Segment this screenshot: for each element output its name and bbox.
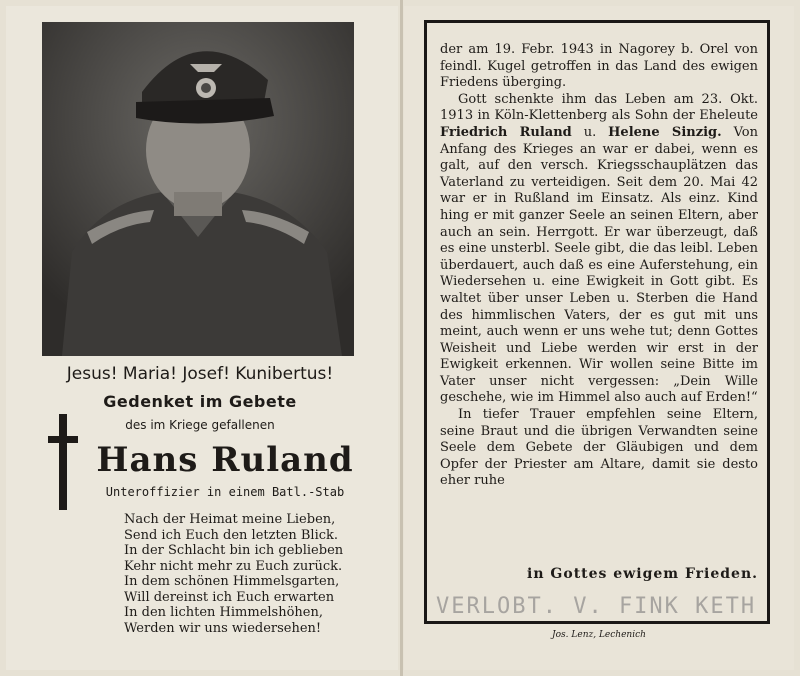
card-fold	[400, 0, 403, 676]
poem-line: Send ich Euch den letzten Blick.	[124, 527, 339, 543]
closing-phrase: in Gottes ewigem Frieden.	[527, 566, 758, 582]
poem-line: Kehr nicht mehr zu Euch zurück.	[124, 558, 343, 574]
deceased-name: Hans Ruland	[96, 440, 354, 480]
birth-text: Gott schenkte ihm das Leben am 23. Okt. 1913 in Köln-Klettenberg als Sohn der Eheleute	[440, 91, 758, 124]
subheading: des im Kriege gefallenen	[125, 418, 275, 432]
obituary-paragraph: In tiefer Trauer empfehlen seine Eltern, seine Braut und die übrigen Verwandten seine Seele dem Gebete der Gläubigen und dem Opfer der Priester am Altare, damit sie desto eher ruhe	[440, 407, 758, 489]
printer-imprint: Jos. Lenz, Lechenich	[552, 630, 646, 640]
poem	[124, 512, 364, 636]
soldier-portrait	[42, 22, 354, 356]
heading-gedenket: Gedenket im Gebete	[103, 392, 297, 411]
conjunction: u.	[583, 124, 597, 140]
poem-line: In der Schlacht bin ich geblieben	[124, 543, 344, 558]
portrait-drawing	[42, 22, 354, 356]
deceased-rank: Unteroffizier in einem Batl.-Stab	[105, 485, 345, 499]
father-name: Friedrich Ruland	[440, 124, 572, 140]
poem-line: Nach der Heimat meine Lieben,	[124, 512, 336, 527]
obituary-paragraph	[440, 92, 758, 407]
poem-line: In dem schönen Himmelsgarten,	[124, 574, 340, 589]
poem-line: In den lichten Himmelshöhen,	[124, 605, 323, 620]
obituary-text	[440, 42, 758, 490]
handwritten-stamp: VERLOBT. V. FINK KETH	[436, 594, 757, 619]
biography-text: Von Anfang des Krieges an war er dabei, wenn es galt, auf den versch. Kriegsschauplätzen das Vaterland zu verteidigen. Seit dem 20. Mai 42 war er in Rußland im Einsatz. Als einz. Kind hing er mit ganzer Seele an seinen Eltern, aber auch an sein. Herrgott. Er war überzeugt, daß es eine unsterbl. Seele gibt, die das leibl. Leben überdauert, auch daß es eine Auferstehung, ein Wiedersehen u. eine Ewigkeit in Gott gibt. Es waltet über unser Leben u. Sterben die Hand des himmlischen Vaters, der es gut mit uns meint, auch wenn er uns wehe tut; denn Gottes Weisheit und Liebe werden wir erst in der Ewigkeit erkennen. Wir wollen seine Bitte im Vater unser nicht vergessen: „Dein Wille geschehe, wie im Himmel also auch auf Erden!“	[440, 124, 758, 406]
invocation-text: Jesus! Maria! Josef! Kunibertus!	[66, 364, 334, 384]
obituary-paragraph: der am 19. Febr. 1943 in Nagorey b. Orel von feindl. Kugel getroffen in das Land des ewigen Friedens überging.	[440, 42, 758, 91]
poem-line: Werden wir uns wiedersehen!	[124, 620, 322, 636]
poem-line: Will dereinst ich Euch erwarten	[124, 589, 335, 605]
mother-name: Helene Sinzig.	[608, 124, 722, 140]
